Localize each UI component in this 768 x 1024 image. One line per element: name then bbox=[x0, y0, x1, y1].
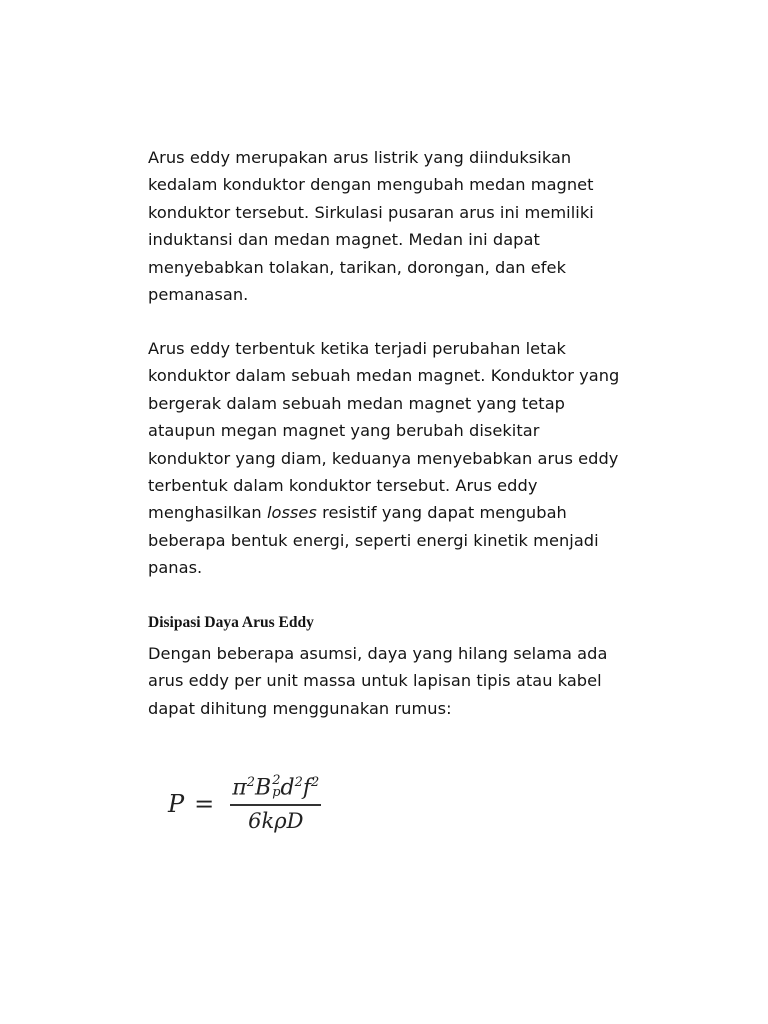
text-line: Dengan beberapa asumsi, daya yang hilang selama ada bbox=[148, 644, 608, 663]
paragraph-power-dissipation bbox=[148, 640, 648, 722]
text-segment: resistif yang dapat mengubah bbox=[316, 503, 567, 523]
formula-lhs: P bbox=[168, 790, 185, 818]
italic-term-losses: losses bbox=[266, 503, 317, 523]
text-line: Arus eddy merupakan arus listrik yang diinduksikan bbox=[148, 148, 572, 167]
text-line: panas. bbox=[148, 558, 203, 578]
text-line: kedalam konduktor dengan mengubah medan magnet bbox=[148, 175, 594, 195]
text-line: ataupun megan magnet yang berubah disekitar bbox=[148, 421, 540, 441]
text-line: konduktor yang diam, keduanya menyebabkan arus eddy bbox=[148, 448, 619, 468]
text-line bbox=[148, 499, 668, 526]
formula-denominator: 6kρD bbox=[248, 808, 304, 833]
text-line: konduktor dalam sebuah medan magnet. Konduktor yang bbox=[148, 366, 620, 386]
text-line: bergerak dalam sebuah medan magnet yang tetap bbox=[148, 393, 565, 413]
formula-equals: = bbox=[194, 790, 215, 818]
formula-fraction bbox=[230, 772, 321, 833]
power-loss-formula bbox=[168, 768, 321, 840]
paragraph-eddy-current-formation bbox=[148, 335, 668, 582]
text-line: beberapa bentuk energi, seperti energi kinetik menjadi bbox=[148, 530, 599, 550]
section-heading: Disipasi Daya Arus Eddy bbox=[148, 614, 314, 631]
text-segment: menghasilkan bbox=[148, 503, 267, 523]
paragraph-eddy-current-definition bbox=[148, 144, 638, 308]
text-line: menyebabkan tolakan, tarikan, dorongan, dan efek bbox=[148, 257, 566, 277]
text-line: Arus eddy terbentuk ketika terjadi perubahan letak bbox=[148, 339, 566, 358]
formula-numerator: $\pi^2B$ 2 p $d^2f^2$ bbox=[232, 772, 320, 801]
text-line: pemanasan. bbox=[148, 285, 249, 305]
text-line: induktansi dan medan magnet. Medan ini dapat bbox=[148, 230, 540, 250]
text-line: konduktor tersebut. Sirkulasi pusaran arus ini memiliki bbox=[148, 202, 594, 222]
text-line: dapat dihitung menggunakan rumus: bbox=[148, 698, 452, 718]
text-line: terbentuk dalam konduktor tersebut. Arus eddy bbox=[148, 476, 538, 496]
text-line: arus eddy per unit massa untuk lapisan tipis atau kabel bbox=[148, 671, 602, 691]
